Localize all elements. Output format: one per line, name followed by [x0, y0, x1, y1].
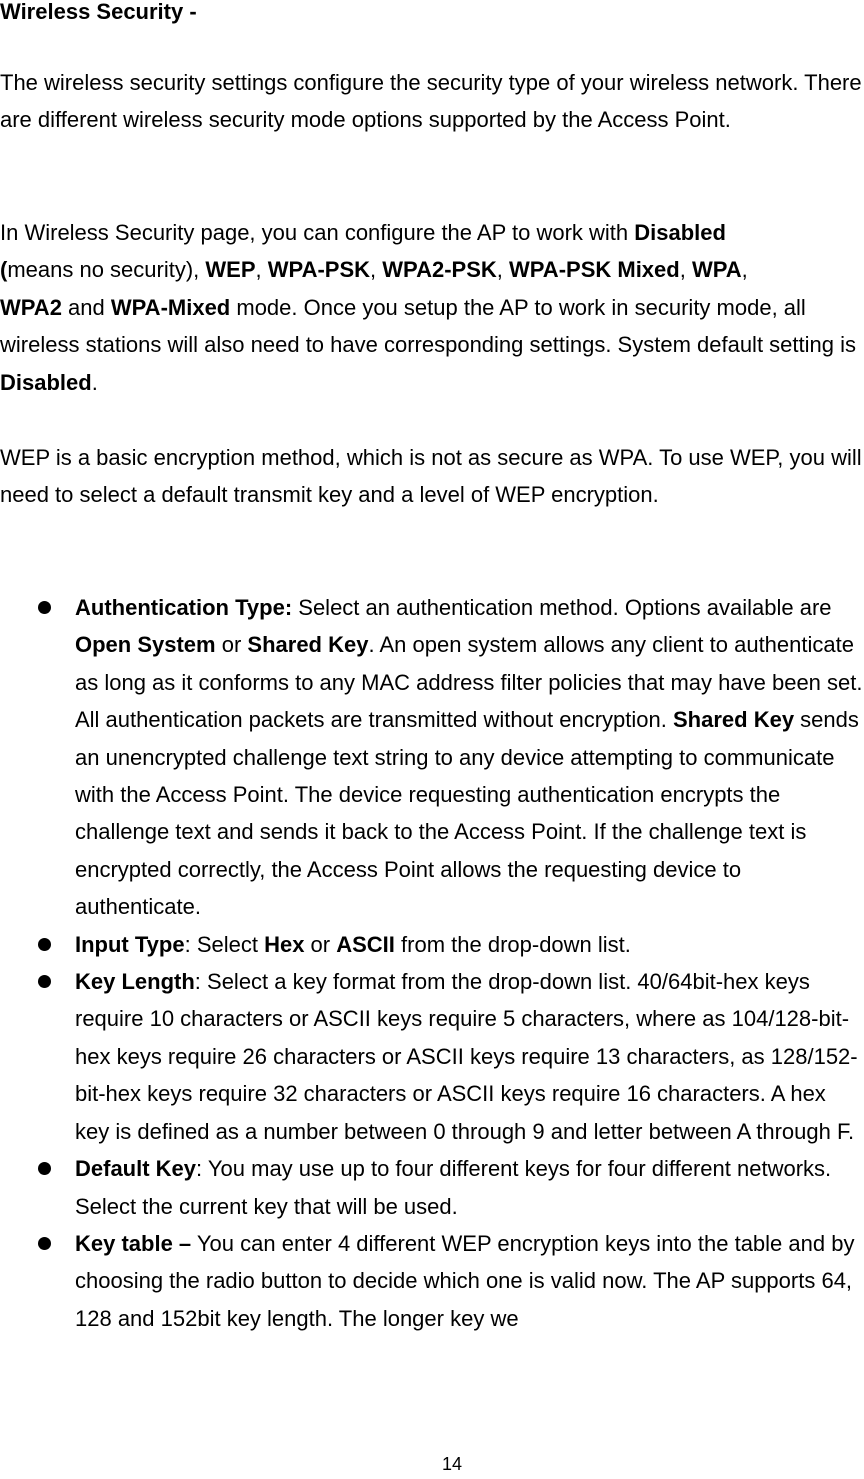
bullet-dot-icon [38, 601, 51, 614]
mode-wpa: WPA [691, 257, 742, 283]
mode-wpa-psk: WPA-PSK [267, 257, 371, 283]
bullet-text: : Select a key format from the drop-down list. 40/64bit-hex keys require 10 characters or ASCII keys require 5 characters, where as 104/128-bit-hex keys require 26 characters or ASCII keys require 13 characters, as 128/152-bit-hex keys require 32 characters or ASCII keys require 16 characters. A hex key is defined as a number between 0 through 9 and letter between A through F. [75, 969, 858, 1144]
security-modes-paragraph [0, 214, 864, 401]
wep-intro-paragraph: WEP is a basic encryption method, which is not as secure as WPA. To use WEP, you will need to select a default transmit key and a level of WEP encryption. [0, 445, 862, 508]
bullet-text: . An open system allows any client to authenticate as long as it conforms to any MAC address filter policies that may have been set. All authentication packets are transmitted without encryption. [75, 632, 863, 733]
bullet-term: Key table – [75, 1230, 192, 1256]
bullet-dot-icon [38, 1162, 51, 1175]
mode-wep: WEP [205, 257, 256, 283]
modes-text-2: means no security), [7, 257, 206, 283]
modes-text-1: In Wireless Security page, you can configure the AP to work with [0, 220, 635, 245]
mode-wpa2: WPA2 [0, 294, 62, 320]
mode-disabled: Disabled [634, 220, 726, 245]
separator: , [741, 257, 748, 283]
intro-paragraph: The wireless security settings configure the security type of your wireless network. There are different wireless security mode options supported by the Access Point. [0, 70, 862, 133]
bullet-term: Authentication Type: [75, 595, 293, 620]
bullet-text: from the drop-down list. [394, 931, 631, 957]
modes-text-3: mode. Once you setup the AP to work in security mode, all wireless stations will also need to have corresponding settings. System default setting is [0, 294, 856, 358]
option-hex: Hex [264, 931, 305, 957]
separator: , [255, 257, 268, 283]
bullet-dot-icon [38, 1237, 51, 1250]
bullet-term: Key Length [75, 969, 195, 995]
bullet-dot-icon [38, 938, 51, 951]
separator: , [370, 257, 383, 283]
bullet-term: Input Type [75, 931, 185, 957]
option-open-system: Open System [75, 632, 216, 658]
bullet-default-key [0, 1150, 864, 1225]
bullet-term: Default Key [75, 1156, 197, 1182]
separator: , [679, 257, 692, 283]
bullet-authentication-type [0, 589, 864, 926]
page-number: 14 [441, 1454, 463, 1474]
option-shared-key: Shared Key [247, 632, 369, 658]
bullet-text: or [215, 632, 248, 658]
open-paren: ( [0, 257, 8, 283]
bullet-dot-icon [38, 975, 51, 988]
section-heading: Wireless Security - [0, 0, 197, 24]
settings-bullet-list [0, 589, 864, 1337]
bullet-text: sends an unencrypted challenge text string to any device attempting to communicate with the Access Point. The device requesting authentication encrypts the challenge text and sends it back to the Access Point. If the challenge text is encrypted correctly, the Access Point allows the requesting device to authenticate. [75, 707, 859, 920]
bullet-text: : Select [184, 931, 265, 957]
option-shared-key: Shared Key [673, 707, 795, 733]
default-setting-value: Disabled [0, 369, 92, 395]
bullet-text: Select an authentication method. Options available are [292, 595, 832, 620]
conjunction: and [61, 294, 111, 320]
period: . [91, 369, 98, 395]
mode-wpa-mixed: WPA-Mixed [110, 294, 231, 320]
bullet-text: or [304, 931, 337, 957]
bullet-text: : You may use up to four different keys for four different networks. Select the current key that will be used. [75, 1156, 832, 1219]
separator: , [496, 257, 509, 283]
option-ascii: ASCII [336, 931, 395, 957]
bullet-text: You can enter 4 different WEP encryption keys into the table and by choosing the radio button to decide which one is valid now. The AP supports 64, 128 and 152bit key length. The longer key we [75, 1230, 855, 1331]
bullet-key-table [0, 1225, 864, 1337]
mode-wpa-psk-mixed: WPA-PSK Mixed [509, 257, 680, 283]
bullet-input-type [0, 926, 864, 963]
bullet-key-length [0, 963, 864, 1150]
mode-wpa2-psk: WPA2-PSK [382, 257, 497, 283]
